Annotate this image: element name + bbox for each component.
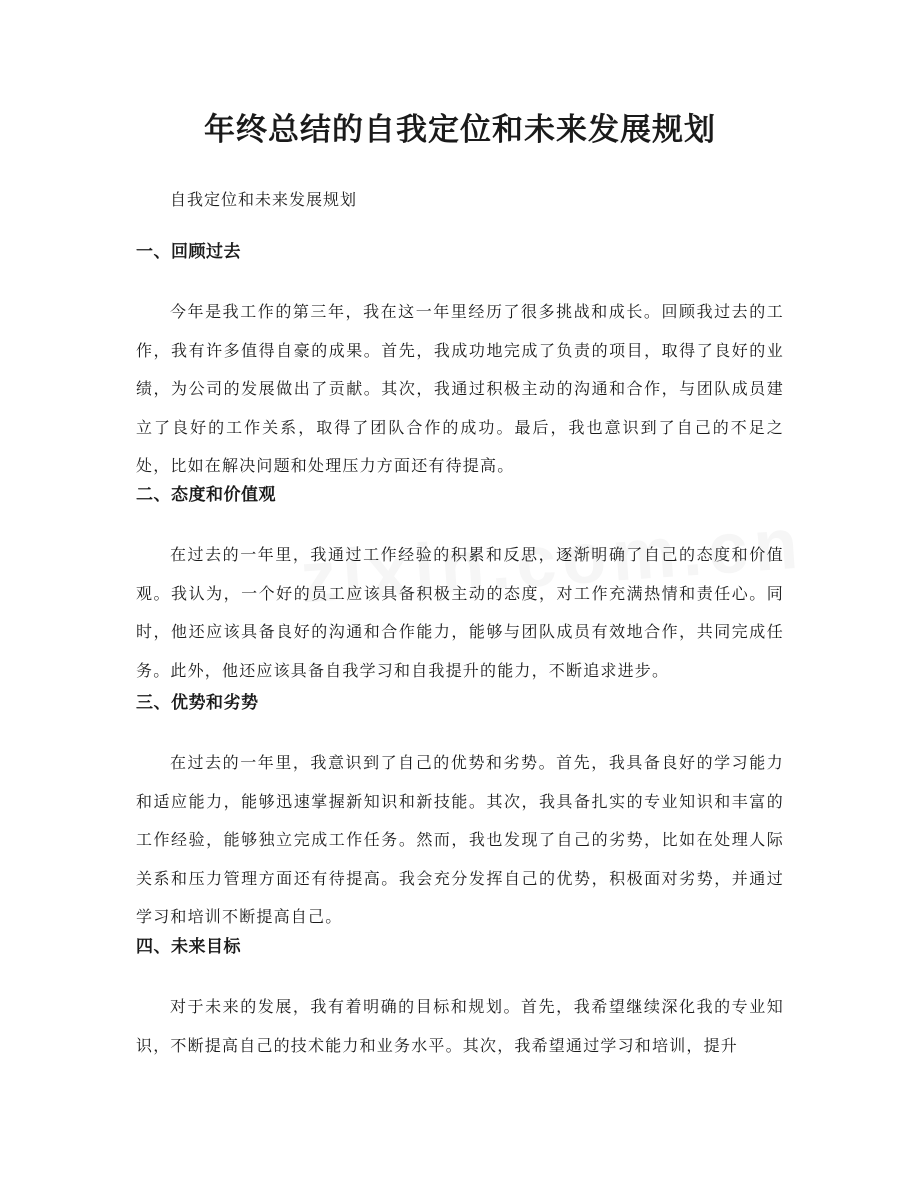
section-body: 对于未来的发展，我有着明确的目标和规划。首先，我希望继续深化我的专业知识，不断提高自己的技术能力和业务水平。其次，我希望通过学习和培训，提升 (136, 997, 784, 1055)
section-attitude (136, 481, 784, 690)
section-strengths (136, 689, 784, 937)
section-heading: 一、回顾过去 (136, 242, 241, 262)
section-future (136, 933, 784, 1065)
section-heading: 四、未来目标 (136, 937, 241, 957)
subtitle: 自我定位和未来发展规划 (170, 190, 358, 209)
section-review (136, 238, 784, 486)
page-title: 年终总结的自我定位和未来发展规划 (204, 112, 716, 148)
section-body: 在过去的一年里，我意识到了自己的优势和劣势。首先，我具备良好的学习能力和适应能力，能够迅速掌握新知识和新技能。其次，我具备扎实的专业知识和丰富的工作经验，能够独立完成工作任务。然而，我也发现了自己的劣势，比如在处理人际关系和压力管理方面还有待提高。我会充分发挥自己的优势，积极面对劣势，并通过学习和培训不断提高自己。 (136, 753, 784, 926)
section-body: 今年是我工作的第三年，我在这一年里经历了很多挑战和成长。回顾我过去的工作，我有许多值得自豪的成果。首先，我成功地完成了负责的项目，取得了良好的业绩，为公司的发展做出了贡献。其次，我通过积极主动的沟通和合作，与团队成员建立了良好的工作关系，取得了团队合作的成功。最后，我也意识到了自己的不足之处，比如在解决问题和处理压力方面还有待提高。 (136, 302, 784, 475)
section-heading: 三、优势和劣势 (136, 693, 259, 713)
section-heading: 二、态度和价值观 (136, 485, 276, 505)
section-body: 在过去的一年里，我通过工作经验的积累和反思，逐渐明确了自己的态度和价值观。我认为，一个好的员工应该具备积极主动的态度，对工作充满热情和责任心。同时，他还应该具备良好的沟通和合作能力，能够与团队成员有效地合作，共同完成任务。此外，他还应该具备自我学习和自我提升的能力，不断追求进步。 (136, 545, 784, 680)
